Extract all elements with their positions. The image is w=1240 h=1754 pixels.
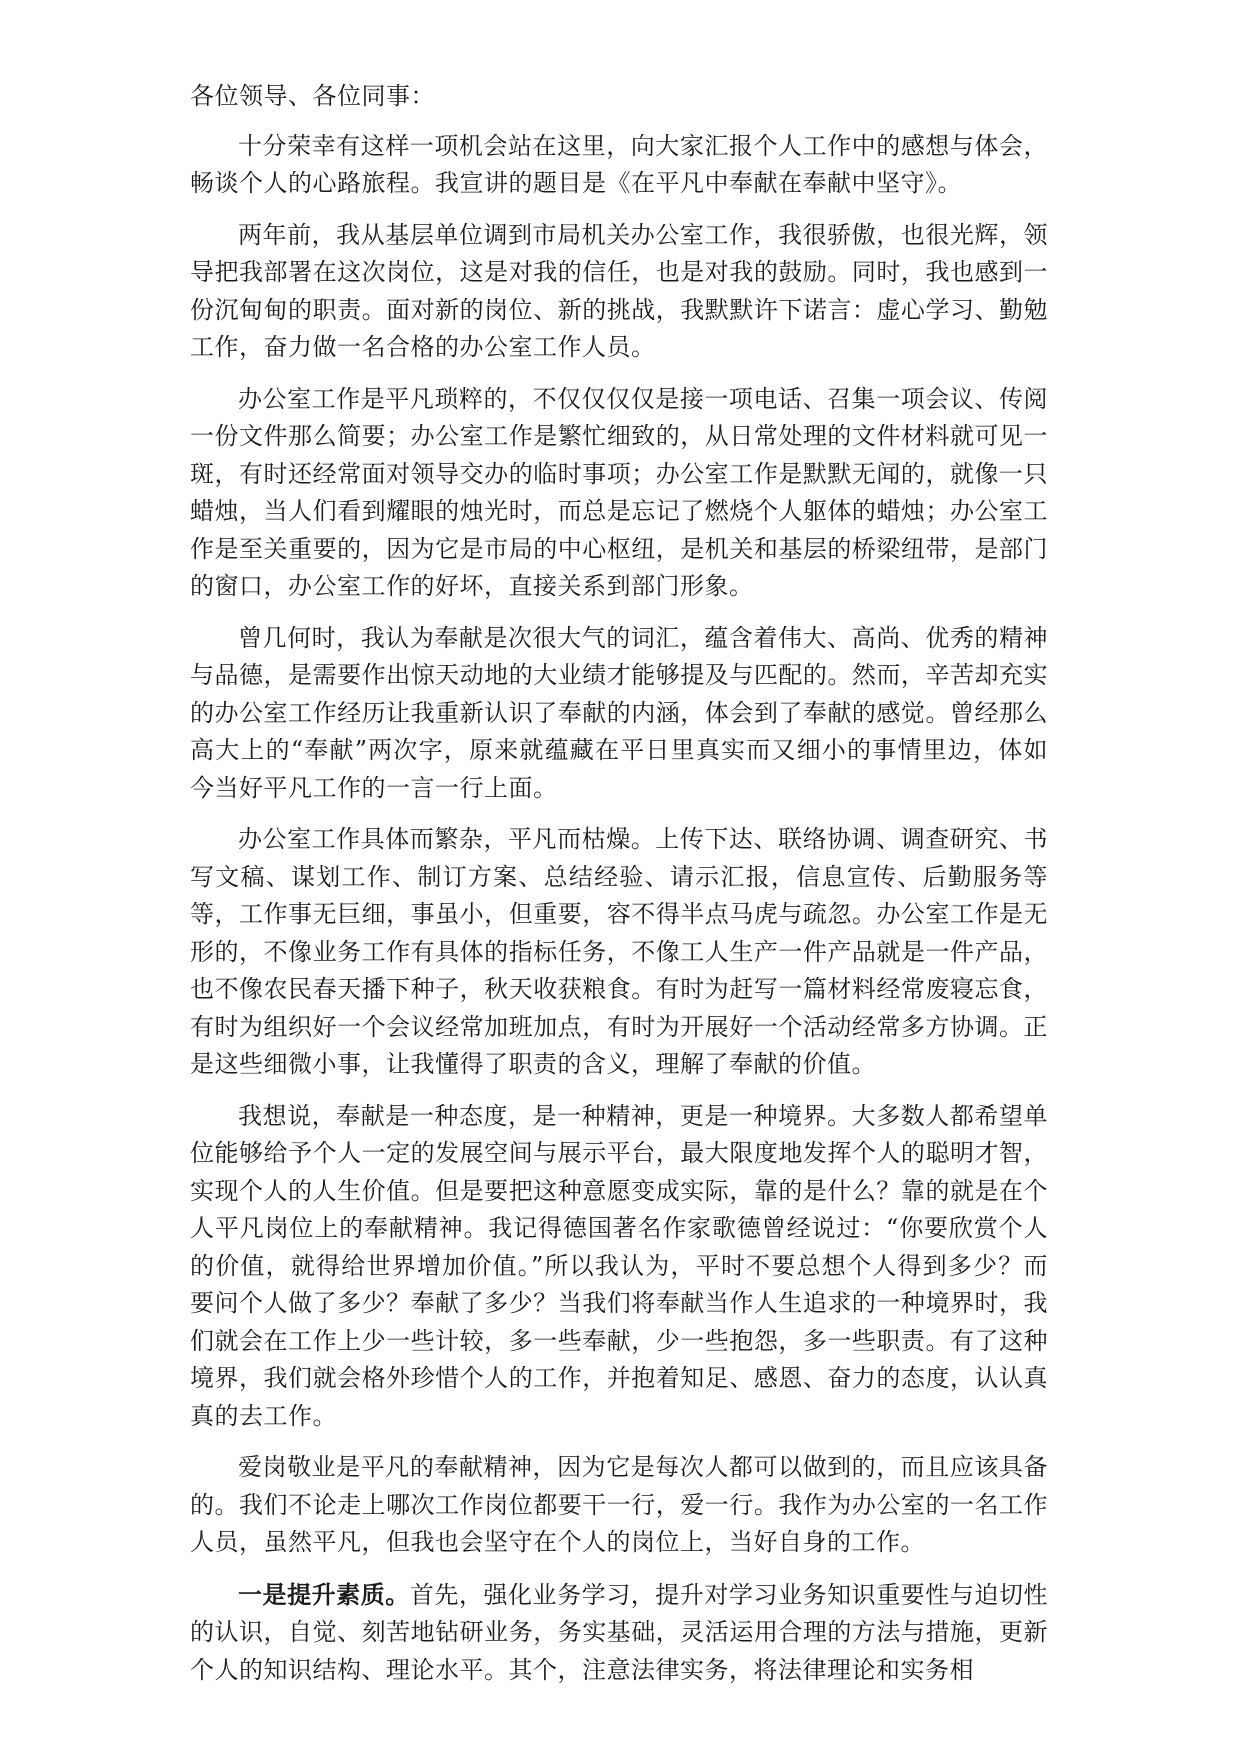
paragraph-dedication-meaning: 曾几何时，我认为奉献是次很大气的词汇，蕴含着伟大、高尚、优秀的精神与品德，是需要作出惊天动地的大业绩才能够提及与匹配的。然而，辛苦却充实的办公室工作经历让我重新认识了奉献的内涵，体会到了奉献的感觉。曾经那么高大上的“奉献”两次字，原来就蕴藏在平日里真实而又细小的事情里边，体如今当好平凡工作的一言一行上面。: [190, 623, 1048, 802]
paragraph-office-work: 办公室工作是平凡琐粹的，不仅仅仅仅是接一项电话、召集一项会议、传阅一份文件那么简要；办公室工作是繁忙细致的，从日常处理的文件材料就可见一斑，有时还经常面对领导交办的临时事项；办公室工作是默默无闻的，就像一只蜡烛，当人们看到耀眼的烛光时，而总是忘记了燃烧个人躯体的蜡烛；办公室工作是至关重要的，因为它是市局的中心枢纽，是机关和基层的桥梁纽带，是部门的窗口，办公室工作的好坏，直接关系到部门形象。: [190, 384, 1048, 600]
paragraph-body-text: 首先，强化业务学习，提升对学习业务知识重要性与迫切性的认识，自觉、刻苦地钻研业务，务实基础，灵活运用合理的方法与措施，更新个人的知识结构、理论水平。其个，注意法律实务，将法律理论和实务相: [190, 1580, 1048, 1684]
paragraph-love-job: 爱岗敬业是平凡的奉献精神，因为它是每次人都可以做到的，而且应该具备的。我们不论走上哪次工作岗位都要干一行，爱一行。我作为办公室的一名工作人员，虽然平凡，但我也会坚守在个人的岗位上，当好自身的工作。: [190, 1453, 1048, 1556]
paragraph-background: 两年前，我从基层单位调到市局机关办公室工作，我很骄傲，也很光辉，领导把我部署在这次岗位，这是对我的信任，也是对我的鼓励。同时，我也感到一份沉甸甸的职责。面对新的岗位、新的挑战，我默默许下诺言：虚心学习、勤勉工作，奋力做一名合格的办公室工作人员。: [190, 220, 1048, 361]
salutation: 各位领导、各位同事：: [190, 82, 435, 110]
paragraph-opening: 十分荣幸有这样一项机会站在这里，向大家汇报个人工作中的感想与体会，畅谈个人的心路旅程。我宣讲的题目是《在平凡中奉献在奉献中坚守》。: [190, 131, 1048, 197]
paragraph-lead-heading: 一是提升素质。: [238, 1579, 410, 1609]
paragraph-improve-quality: [190, 1576, 1048, 1690]
document-page: [190, 78, 1048, 1689]
paragraph-office-details: 办公室工作具体而繁杂，平凡而枯燥。上传下达、联络协调、调查研究、书写文稿、谋划工作、制订方案、总结经验、请示汇报，信息宣传、后勤服务等等，工作事无巨细，事虽小，但重要，容不得半点马虎与疏忽。办公室工作是无形的，不像业务工作有具体的指标任务，不像工人生产一件产品就是一件产品，也不像农民春天播下种子，秋天收获粮食。有时为赶写一篇材料经常废寝忘食，有时为组织好一个会议经常加班加点，有时为开展好一个活动经常多方协调。正是这些细微小事，让我懂得了职责的含义，理解了奉献的价值。: [190, 825, 1048, 1078]
paragraph-attitude: 我想说，奉献是一种态度，是一种精神，更是一种境界。大多数人都希望单位能够给予个人一定的发展空间与展示平台，最大限度地发挥个人的聪明才智，实现个人的人生价值。但是要把这种意愿变成实际，靠的是什么？靠的就是在个人平凡岗位上的奉献精神。我记得德国著名作家歌德曾经说过：“你要欣赏个人的价值，就得给世界增加价值。”所以我认为，平时不要总想个人得到多少？而要问个人做了多少？奉献了多少？当我们将奉献当作人生追求的一种境界时，我们就会在工作上少一些计较，多一些奉献，少一些抱怨，多一些职责。有了这种境界，我们就会格外珍惜个人的工作，并抱着知足、感恩、奋力的态度，认认真真的去工作。: [190, 1101, 1048, 1430]
